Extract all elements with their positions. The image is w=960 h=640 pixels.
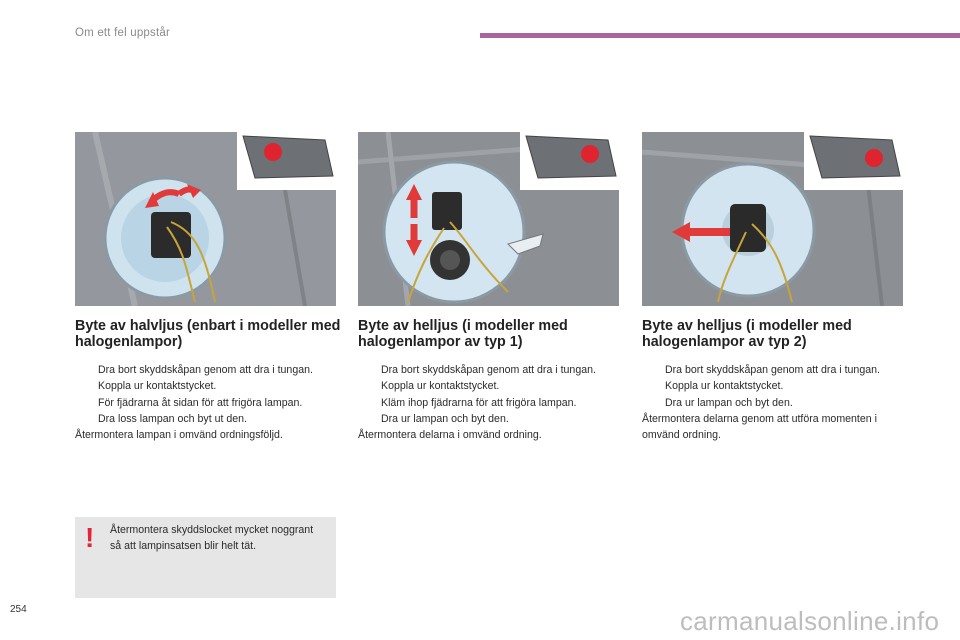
watermark: carmanualsonline.info xyxy=(680,606,940,636)
section-heading: Byte av halvljus (enbart i modeller med halogenlampor) xyxy=(75,318,341,350)
section-heading: Byte av helljus (i modeller med halogenlampor av typ 2) xyxy=(642,318,852,350)
location-marker-icon xyxy=(581,145,599,163)
low-beam-photo xyxy=(75,132,336,306)
list-item: Kläm ihop fjädrarna för att frigöra lampan. xyxy=(381,396,577,409)
list-item: Koppla ur kontaktstycket. xyxy=(381,380,500,393)
high-beam-type1-photo xyxy=(358,132,619,306)
list-item: Dra bort skyddskåpan genom att dra i tungan. xyxy=(665,364,880,376)
list-item: Koppla ur kontaktstycket. xyxy=(665,380,784,393)
warning-text: Återmontera skyddslocket mycket noggrant så att lampinsatsen blir helt tät. xyxy=(110,524,314,553)
location-marker-icon xyxy=(264,143,282,161)
list-item: Koppla ur kontaktstycket. xyxy=(98,380,217,393)
reassembly-note: Återmontera lampan i omvänd ordningsföljd. xyxy=(75,429,283,442)
low-beam-section xyxy=(75,318,345,443)
section-heading: Byte av helljus (i modeller med halogenlampor av typ 1) xyxy=(358,318,568,350)
high-beam-type2-section xyxy=(642,318,912,443)
location-marker-icon xyxy=(865,149,883,167)
list-item: Dra loss lampan och byt ut den. xyxy=(98,412,247,425)
warning-icon: ! xyxy=(85,522,95,553)
warning-box xyxy=(75,517,336,598)
reassembly-note: Återmontera delarna genom att utföra momenten i omvänd ordning. xyxy=(642,412,877,442)
list-item: Dra bort skyddskåpan genom att dra i tungan. xyxy=(98,364,313,376)
high-beam-type2-photo xyxy=(642,132,903,306)
header-accent-bar xyxy=(480,33,960,38)
list-item: Dra ur lampan och byt den. xyxy=(381,412,509,425)
step-list xyxy=(75,362,345,427)
step-list xyxy=(642,362,912,411)
list-item: För fjädrarna åt sidan för att frigöra lampan. xyxy=(98,396,303,409)
page-number: 254 xyxy=(10,604,27,615)
section-title: Om ett fel uppstår xyxy=(75,27,170,39)
list-item: Dra ur lampan och byt den. xyxy=(665,396,793,409)
high-beam-type1-section xyxy=(358,318,628,443)
step-list xyxy=(358,362,628,427)
reassembly-note: Återmontera delarna i omvänd ordning. xyxy=(358,429,542,442)
list-item: Dra bort skyddskåpan genom att dra i tungan. xyxy=(381,364,596,376)
